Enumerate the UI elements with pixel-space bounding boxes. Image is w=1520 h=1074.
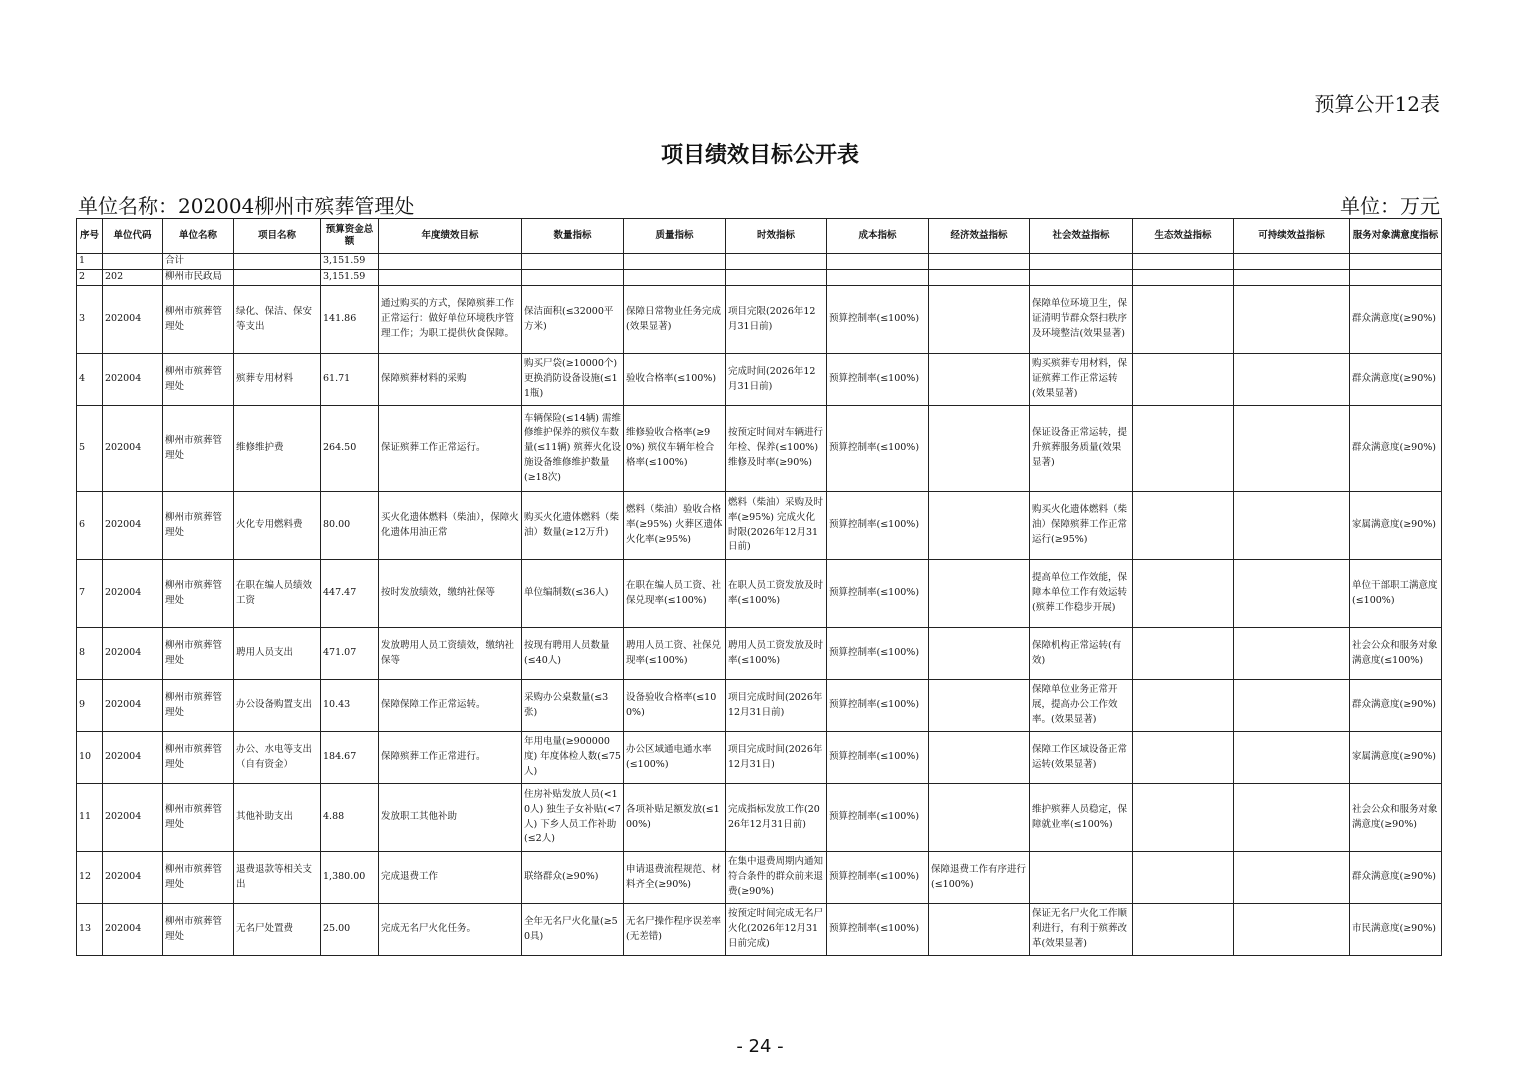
- table-cell: 社会公众和服务对象满意度(≥90%): [1350, 784, 1442, 852]
- table-cell: [1234, 784, 1350, 852]
- table-cell: 按时发放绩效，缴纳社保等: [379, 560, 522, 628]
- table-row: [77, 492, 1442, 560]
- table-cell: [1133, 286, 1234, 354]
- unit-name: 单位名称：202004柳州市殡葬管理处: [78, 194, 415, 218]
- table-cell: 无名尸操作程序误差率(无差错): [624, 904, 726, 956]
- col-header: 服务对象满意度指标: [1350, 219, 1442, 254]
- col-header: 预算资金总额: [321, 219, 379, 254]
- table-cell: 单位干部职工满意度(≤100%): [1350, 560, 1442, 628]
- table-cell: [1133, 492, 1234, 560]
- table-cell: [1234, 560, 1350, 628]
- col-header: 单位名称: [163, 219, 234, 254]
- table-cell: 退费退款等相关支出: [234, 852, 321, 904]
- table-cell: 202004: [103, 286, 163, 354]
- col-header: 数量指标: [522, 219, 624, 254]
- table-cell: 燃料（柴油）采购及时率(≥95%) 完成火化时限(2026年12月31日前): [726, 492, 827, 560]
- col-header: 单位代码: [103, 219, 163, 254]
- table-cell: 202004: [103, 406, 163, 492]
- table-cell: [1030, 254, 1133, 270]
- table-cell: 预算控制率(≤100%): [827, 628, 929, 680]
- table-cell: [1234, 904, 1350, 956]
- table-cell: 10: [77, 732, 103, 784]
- table-cell: 柳州市殡葬管理处: [163, 406, 234, 492]
- table-cell: [1234, 680, 1350, 732]
- table-cell: 柳州市殡葬管理处: [163, 560, 234, 628]
- table-cell: [1350, 254, 1442, 270]
- table-cell: 燃料（柴油）验收合格率(≥95%) 火葬区遗体火化率(≥95%): [624, 492, 726, 560]
- table-row: [77, 270, 1442, 286]
- table-cell: 预算控制率(≤100%): [827, 904, 929, 956]
- table-cell: 202004: [103, 354, 163, 406]
- table-row: [77, 784, 1442, 852]
- table-row: [77, 354, 1442, 406]
- table-cell: 预算控制率(≤100%): [827, 852, 929, 904]
- table-cell: [1133, 732, 1234, 784]
- table-cell: 柳州市殡葬管理处: [163, 852, 234, 904]
- table-cell: [1234, 492, 1350, 560]
- table-cell: [726, 270, 827, 286]
- table-cell: [929, 406, 1030, 492]
- col-header: 成本指标: [827, 219, 929, 254]
- table-cell: 合计: [163, 254, 234, 270]
- table-cell: [726, 254, 827, 270]
- table-cell: 保障殡葬工作正常进行。: [379, 732, 522, 784]
- table-cell: 买火化遗体燃料（柴油），保障火化遗体用油正常: [379, 492, 522, 560]
- table-row: [77, 680, 1442, 732]
- table-cell: 购买殡葬专用材料，保证殡葬工作正常运转(效果显著): [1030, 354, 1133, 406]
- table-cell: 提高单位工作效能，保障本单位工作有效运转(殡葬工作稳步开展): [1030, 560, 1133, 628]
- table-cell: [1133, 904, 1234, 956]
- table-cell: 聘用人员工资、社保兑现率(≤100%): [624, 628, 726, 680]
- table-cell: 4.88: [321, 784, 379, 852]
- table-cell: 预算控制率(≤100%): [827, 492, 929, 560]
- table-cell: 全年无名尸火化量(≥50具): [522, 904, 624, 956]
- header-row: [77, 219, 1442, 254]
- form-number: 预算公开12表: [1314, 92, 1440, 116]
- table-cell: 保障保障工作正常运转。: [379, 680, 522, 732]
- table-row: [77, 628, 1442, 680]
- table-cell: [103, 254, 163, 270]
- table-cell: 202004: [103, 492, 163, 560]
- table-cell: 1,380.00: [321, 852, 379, 904]
- table-cell: [1133, 680, 1234, 732]
- col-header: 序号: [77, 219, 103, 254]
- table-cell: [1133, 852, 1234, 904]
- table-cell: 家属满意度(≥90%): [1350, 732, 1442, 784]
- table-cell: 预算控制率(≤100%): [827, 784, 929, 852]
- table-cell: 141.86: [321, 286, 379, 354]
- table-cell: 采购办公桌数量(≤3张): [522, 680, 624, 732]
- table-cell: [379, 254, 522, 270]
- table-cell: 保障退费工作有序进行(≤100%): [929, 852, 1030, 904]
- table-cell: [827, 254, 929, 270]
- table-cell: [1234, 354, 1350, 406]
- table-cell: [1133, 254, 1234, 270]
- table-cell: [379, 270, 522, 286]
- table-cell: 购买尸袋(≥10000个) 更换消防设备设施(≤11瓶): [522, 354, 624, 406]
- table-body: [77, 254, 1442, 956]
- table-cell: 各项补贴足额发放(≤100%): [624, 784, 726, 852]
- table-cell: [1133, 406, 1234, 492]
- table-cell: 柳州市殡葬管理处: [163, 354, 234, 406]
- col-header: 可持续效益指标: [1234, 219, 1350, 254]
- col-header: 生态效益指标: [1133, 219, 1234, 254]
- table-cell: [1234, 406, 1350, 492]
- table-cell: 25.00: [321, 904, 379, 956]
- table-cell: 12: [77, 852, 103, 904]
- table-cell: 柳州市殡葬管理处: [163, 732, 234, 784]
- table-cell: 柳州市殡葬管理处: [163, 286, 234, 354]
- table-cell: 殡葬专用材料: [234, 354, 321, 406]
- table-cell: 7: [77, 560, 103, 628]
- table-cell: 202004: [103, 680, 163, 732]
- table-cell: 办公设备购置支出: [234, 680, 321, 732]
- page-title: 项目绩效目标公开表: [660, 143, 859, 168]
- table-cell: 在职在编人员工资、社保兑现率(≤100%): [624, 560, 726, 628]
- table-cell: 8: [77, 628, 103, 680]
- table-cell: 其他补助支出: [234, 784, 321, 852]
- table-cell: 柳州市殡葬管理处: [163, 680, 234, 732]
- table-cell: 保障日常物业任务完成(效果显著): [624, 286, 726, 354]
- table-cell: 11: [77, 784, 103, 852]
- table-cell: 80.00: [321, 492, 379, 560]
- table-cell: [929, 286, 1030, 354]
- table-cell: 5: [77, 406, 103, 492]
- table-cell: [827, 270, 929, 286]
- col-header: 质量指标: [624, 219, 726, 254]
- table-cell: [1030, 270, 1133, 286]
- table-cell: 184.67: [321, 732, 379, 784]
- table-cell: 保证殡葬工作正常运行。: [379, 406, 522, 492]
- table-cell: 471.07: [321, 628, 379, 680]
- table-cell: 社会公众和服务对象满意度(≤100%): [1350, 628, 1442, 680]
- table-cell: [929, 904, 1030, 956]
- table-cell: 项目完成时间(2026年12月31日): [726, 732, 827, 784]
- table-cell: 设备验收合格率(≤100%): [624, 680, 726, 732]
- table-cell: [522, 270, 624, 286]
- table-cell: 202004: [103, 628, 163, 680]
- table-cell: 在职在编人员绩效工资: [234, 560, 321, 628]
- table-cell: 柳州市殡葬管理处: [163, 904, 234, 956]
- table-cell: 保障工作区域设备正常运转(效果显著): [1030, 732, 1133, 784]
- table-cell: 3: [77, 286, 103, 354]
- col-header: 年度绩效目标: [379, 219, 522, 254]
- table-cell: [929, 680, 1030, 732]
- table-cell: [1133, 628, 1234, 680]
- table-cell: [929, 492, 1030, 560]
- table-cell: [929, 254, 1030, 270]
- table-cell: [1133, 270, 1234, 286]
- table-cell: [1234, 852, 1350, 904]
- table-cell: 完成无名尸火化任务。: [379, 904, 522, 956]
- table-cell: 按预定时间对车辆进行年检、保养(≤100%) 维修及时率(≥90%): [726, 406, 827, 492]
- table-row: [77, 904, 1442, 956]
- table-cell: 办公、水电等支出（自有资金）: [234, 732, 321, 784]
- table-cell: 3,151.59: [321, 270, 379, 286]
- table-cell: [624, 254, 726, 270]
- table-row: [77, 254, 1442, 270]
- table-cell: [929, 628, 1030, 680]
- table-cell: 在集中退费周期内通知符合条件的群众前来退费(≥90%): [726, 852, 827, 904]
- table-cell: 202004: [103, 852, 163, 904]
- table-cell: 住房补贴发放人员(<10人) 独生子女补贴(<7人) 下乡人员工作补助(≤2人): [522, 784, 624, 852]
- table-row: [77, 406, 1442, 492]
- table-cell: [522, 254, 624, 270]
- table-cell: 按预定时间完成无名尸火化(2026年12月31日前完成): [726, 904, 827, 956]
- table-cell: 202004: [103, 784, 163, 852]
- table-cell: 在职人员工资发放及时率(≤100%): [726, 560, 827, 628]
- amount-unit: 单位：万元: [1340, 194, 1440, 218]
- table-cell: [1133, 784, 1234, 852]
- table-cell: 柳州市殡葬管理处: [163, 628, 234, 680]
- table-cell: [1234, 254, 1350, 270]
- table-cell: 火化专用燃料费: [234, 492, 321, 560]
- table-cell: 保证无名尸火化工作顺利进行，有利于殡葬改革(效果显著): [1030, 904, 1133, 956]
- table-cell: 预算控制率(≤100%): [827, 560, 929, 628]
- table-cell: [1030, 852, 1133, 904]
- table-cell: 车辆保险(≤14辆) 需维修维护保养的殡仪车数量(≤11辆) 殡葬火化设施设备维修维护数量(≥18次): [522, 406, 624, 492]
- table-cell: 9: [77, 680, 103, 732]
- col-header: 时效指标: [726, 219, 827, 254]
- table-cell: 447.47: [321, 560, 379, 628]
- table-cell: 群众满意度(≥90%): [1350, 354, 1442, 406]
- table-cell: [929, 560, 1030, 628]
- table-cell: 维修维护费: [234, 406, 321, 492]
- table-cell: [1350, 270, 1442, 286]
- table-cell: 发放职工其他补助: [379, 784, 522, 852]
- table-cell: 柳州市殡葬管理处: [163, 784, 234, 852]
- table-cell: 1: [77, 254, 103, 270]
- table-cell: 完成退费工作: [379, 852, 522, 904]
- table-cell: 验收合格率(≤100%): [624, 354, 726, 406]
- table-cell: [1234, 270, 1350, 286]
- table-cell: 2: [77, 270, 103, 286]
- table-cell: 市民满意度(≥90%): [1350, 904, 1442, 956]
- table-cell: 无名尸处置费: [234, 904, 321, 956]
- table-cell: 单位编制数(≤36人): [522, 560, 624, 628]
- col-header: 经济效益指标: [929, 219, 1030, 254]
- table-cell: 绿化、保洁、保安等支出: [234, 286, 321, 354]
- table-cell: 预算控制率(≤100%): [827, 354, 929, 406]
- table-cell: 维修验收合格率(≥90%) 殡仪车辆年检合格率(≤100%): [624, 406, 726, 492]
- col-header: 社会效益指标: [1030, 219, 1133, 254]
- table-cell: 家属满意度(≥90%): [1350, 492, 1442, 560]
- table-cell: 61.71: [321, 354, 379, 406]
- table-cell: [1234, 286, 1350, 354]
- table-cell: 202004: [103, 560, 163, 628]
- table-cell: 聘用人员工资发放及时率(≤100%): [726, 628, 827, 680]
- table-cell: 年用电量(≥900000度) 年度体检人数(≤75人): [522, 732, 624, 784]
- table-cell: 10.43: [321, 680, 379, 732]
- table-cell: [234, 270, 321, 286]
- table-cell: 264.50: [321, 406, 379, 492]
- table-cell: 购买火化遗体燃料（柴油）数量(≥12万升): [522, 492, 624, 560]
- table-cell: 柳州市民政局: [163, 270, 234, 286]
- table-cell: 项目完限(2026年12月31日前): [726, 286, 827, 354]
- table-cell: [1133, 560, 1234, 628]
- table-cell: [624, 270, 726, 286]
- table-cell: 保障单位环境卫生，保证清明节群众祭扫秩序及环境整洁(效果显著): [1030, 286, 1133, 354]
- table-row: [77, 732, 1442, 784]
- table-cell: 群众满意度(≥90%): [1350, 852, 1442, 904]
- table-cell: [929, 354, 1030, 406]
- page-number: - 24 -: [736, 1036, 784, 1057]
- table-cell: 保障单位业务正常开展，提高办公工作效率。(效果显著): [1030, 680, 1133, 732]
- table-cell: 聘用人员支出: [234, 628, 321, 680]
- table-cell: 预算控制率(≤100%): [827, 286, 929, 354]
- table-cell: [1133, 354, 1234, 406]
- table-cell: 保障机构正常运转(有效): [1030, 628, 1133, 680]
- table-cell: 发放聘用人员工资绩效，缴纳社保等: [379, 628, 522, 680]
- table-cell: 群众满意度(≥90%): [1350, 680, 1442, 732]
- table-cell: 群众满意度(≥90%): [1350, 286, 1442, 354]
- table-row: [77, 560, 1442, 628]
- table-cell: [929, 270, 1030, 286]
- table-cell: 完成时间(2026年12月31日前): [726, 354, 827, 406]
- table-cell: 预算控制率(≤100%): [827, 406, 929, 492]
- table-cell: 项目完成时间(2026年12月31日前): [726, 680, 827, 732]
- table-cell: 202004: [103, 904, 163, 956]
- table-cell: 联络群众(≥90%): [522, 852, 624, 904]
- table-cell: 预算控制率(≤100%): [827, 680, 929, 732]
- table-cell: 柳州市殡葬管理处: [163, 492, 234, 560]
- performance-table: [76, 218, 1442, 956]
- table-cell: 通过购买的方式，保障殡葬工作正常运行：做好单位环境秩序管理工作；为职工提供伙食保障。: [379, 286, 522, 354]
- table-cell: [1234, 628, 1350, 680]
- table-cell: 维护殡葬人员稳定，保障就业率(≤100%): [1030, 784, 1133, 852]
- table-cell: 13: [77, 904, 103, 956]
- table-cell: 保证设备正常运转，提升殡葬服务质量(效果显著): [1030, 406, 1133, 492]
- table-row: [77, 286, 1442, 354]
- table-cell: [234, 254, 321, 270]
- table-cell: 完成指标发放工作(2026年12月31日前): [726, 784, 827, 852]
- table-cell: [929, 732, 1030, 784]
- table-cell: 保障殡葬材料的采购: [379, 354, 522, 406]
- table-cell: 保洁面积(≤32000平方米): [522, 286, 624, 354]
- table-row: [77, 852, 1442, 904]
- table-cell: 按现有聘用人员数量(≤40人): [522, 628, 624, 680]
- table-cell: 6: [77, 492, 103, 560]
- table-cell: 预算控制率(≤100%): [827, 732, 929, 784]
- col-header: 项目名称: [234, 219, 321, 254]
- table-cell: 4: [77, 354, 103, 406]
- table-cell: [1234, 732, 1350, 784]
- table-cell: 202: [103, 270, 163, 286]
- table-cell: 群众满意度(≥90%): [1350, 406, 1442, 492]
- table-cell: [929, 784, 1030, 852]
- table-cell: 办公区域通电通水率(≤100%): [624, 732, 726, 784]
- table-cell: 购买火化遗体燃料（柴油）保障殡葬工作正常运行(≥95%): [1030, 492, 1133, 560]
- table-cell: 202004: [103, 732, 163, 784]
- table-cell: 3,151.59: [321, 254, 379, 270]
- table-cell: 申请退费流程规范、材料齐全(≥90%): [624, 852, 726, 904]
